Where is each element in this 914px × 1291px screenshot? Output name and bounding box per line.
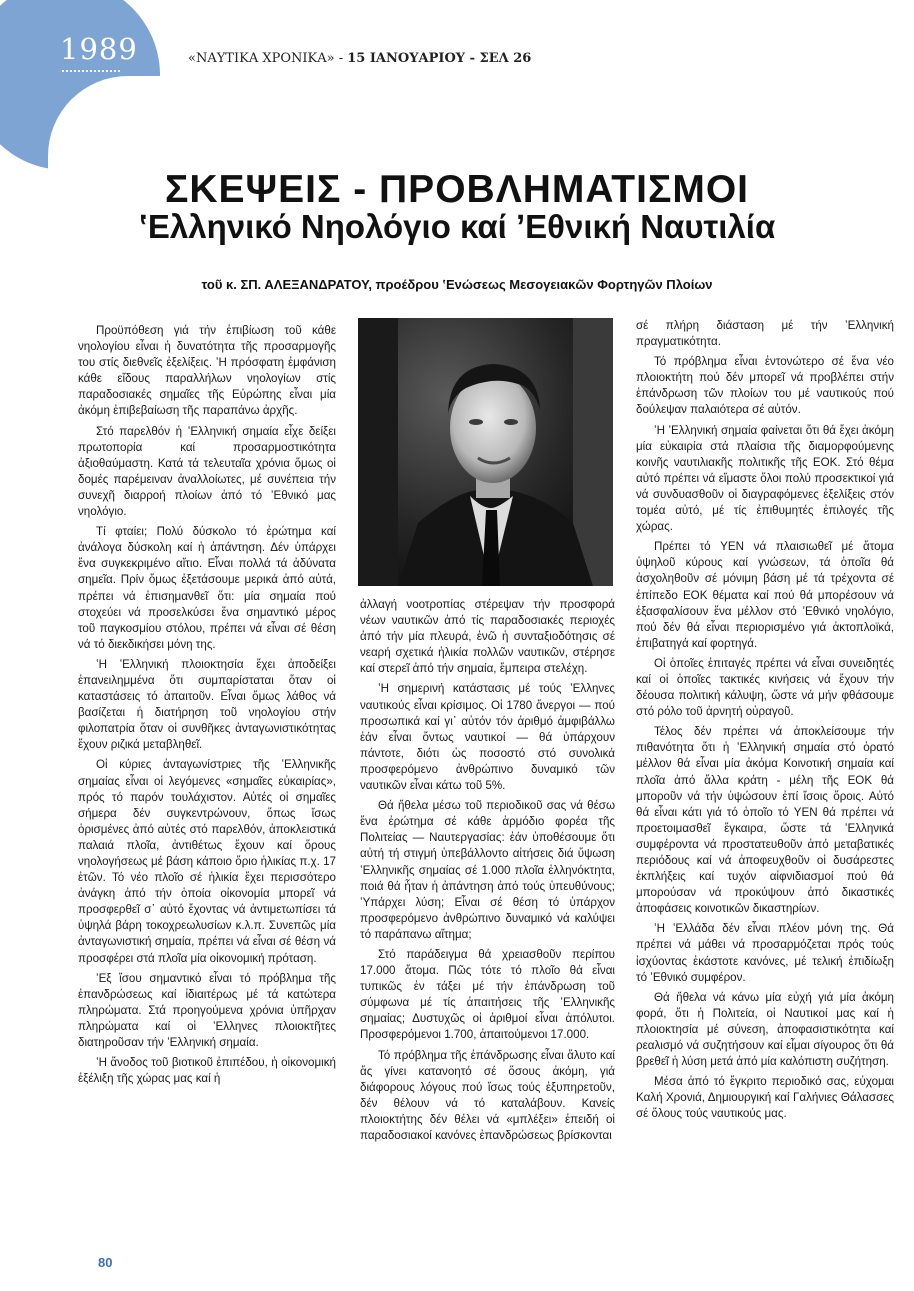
paragraph: Μέσα ἀπό τό ἔγκριτο περιοδικό σας, εὐχομαι Καλή Χρονιά, Δημιουργική καί Γαλήνιες Θάλασσες σέ ὅλους τούς ναυτικούς μας. (636, 1075, 894, 1121)
author-photo (358, 318, 613, 586)
paragraph: Στό παράδειγμα θά χρειασθοῦν περίπου 17.000 ἄτομα. Πῶς τότε τό πλοῖο θά εἶναι τυπικῶς ἐν τάξει μέ τήν ἐπάνδρωση τοῦ σύμφωνα μέ τίς ἀπαιτήσεις τῆς ʽΕλληνικῆς σημαίας; Δυστυχῶς οἱ ἀριθμοί εἶναι ἀπόλυτοι. Προσφερόμενοι 1.700, ἀπαιτούμενοι 17.000. (360, 947, 615, 1042)
article-byline: τοῦ κ. ΣΠ. ΑΛΕΞΑΝΔΡΑΤΟΥ, προέδρου ʽΕνώσεως Μεσογειακῶν Φορτηγῶν Πλοίων (201, 277, 713, 292)
year-dots (62, 70, 120, 72)
text-column-2 (360, 597, 615, 1148)
paragraph: Τί φταίει; Πολύ δύσκολο τό ἐρώτημα καί ἀνάλογα δύσκολη καί ἡ ἀπάντηση. Δέν ὑπάρχει ἕνα συγκεκριμένο αἴτιο. Εἶναι πολλά τά ἀδύνατα σημεῖα. Πρίν ὅμως ἐξετάσουμε μερικά ἀπό αὐτά, πρέπει νά ἐπισημανθεῖ ὅτι: μία σημαία πού στοχεύει νά προσελκύσει ἕνα σημαντικό μέρος τοῦ παγκοσμίου στόλου, πρέπει νά εἶναι σέ θέση νά τό διεκδικήσει μόνη της. (78, 525, 336, 651)
page-number: 80 (98, 1255, 113, 1270)
paragraph: Τό πρόβλημα εἶναι ἐντονώτερο σέ ἕνα νέο πλοιοκτήτη πού δέν μπορεῖ νά προβλέπει στήν ἐπάνδρωση τῶν πλοίων του μέ ναυτικούς πού δούλεψαν παλαιότερα σέ αὐτόν. (636, 355, 894, 417)
article-subtitle: ʽΕλληνικό Νηολόγιο καί ʼΕθνική Ναυτιλία (138, 208, 776, 245)
paragraph: ʽΗ ἄνοδος τοῦ βιοτικοῦ ἐπιπέδου, ἡ οἰκονομική ἐξέλιξη τῆς χώρας μας καί ἡ (78, 1056, 336, 1086)
paragraph: Θά ἤθελα μέσω τοῦ περιοδικοῦ σας νά θέσω ἕνα ἐρώτημα σέ κάθε ἁρμόδιο φορέα τῆς Πολιτείας — Ναυτεργασίας: ἐάν ὑποθέσουμε ὅτι αὐτή τή στιγμή ὑπεβάλλοντο αἰτήσεις διά ὕψωση ʽΕλληνικῆς σημαίας σέ 1.000 πλοῖα ἑλληνόκτητα, ποιά θά ἦταν ἡ ἀπάντηση ἀπό τούς ὑπευθύνους; ʽΥπάρχει λύση; Εἶναι σέ θέση τό ὑπάρχον προσφερόμενο ἀνθρώπινο δυναμικό νά καλύψει τό παράπανω αἴτημα; (360, 799, 615, 941)
portrait-illustration (358, 318, 613, 586)
paragraph: Πρέπει τό ΥΕΝ νά πλαισιωθεῖ μέ ἄτομα ὑψηλοῦ κύρους καί γνώσεων, τά ὁποῖα θά ἀσχοληθοῦν σέ μόνιμη βάση μέ τά τρέχοντα σέ ἐπίπεδο ΕΟΚ θέματα καί πού θά μπορέσουν νά ἐξασφαλίσουν ἕνα μέλλον στό ʼΕθνικό νηολόγιο, πού δέν θά εἶναι περιορισμένο γιά ἀκτοπλοϊκά, ἐπιβατηγά καί φορτηγά. (636, 540, 894, 650)
paragraph: Τό πρόβλημα τῆς ἐπάνδρωσης εἶναι ἄλυτο καί ἄς γίνει κατανοητό σέ ὅσους ἀκόμη, γιά διάφορους λόγους πού ἴσως τούς ἐξυπηρετοῦν, δέν θέλουν νά τό καταλάβουν. Κανείς πλοιοκτήτης δέν θέλει νά «μπλέξει» ἐπειδή οἱ παραδοσιακοί κανόνες ἐπανδρώσεως βρίσκονται (360, 1048, 615, 1142)
paragraph: Προϋπόθεση γιά τήν ἐπιβίωση τοῦ κάθε νηολογίου εἶναι ἡ δυνατότητα τῆς προσαρμογῆς του στίς διεθνεῖς ἐξελίξεις. ʽΗ πρόσφατη ἐμφάνιση κάθε εἴδους παραλλήλων νηολογίων στίς παραδοσιακές σημαῖες τῆς Εὐρώπης εἶναι μία ἀκόμη ἐπιβεβαίωση τῆς παραπάνω ἀρχῆς. (78, 324, 336, 418)
text-column-3 (636, 318, 894, 1127)
paragraph: Στό παρελθόν ἡ ʽΕλληνική σημαία εἶχε δείξει πρωτοπορία καί προσαρμοστικότητα ἀξιοθαύμαστη. Κατά τά τελευταῖα χρόνια ὅμως οἱ δομές παρέμειναν ἀναλλοίωτες, μέ συνέπεια τήν συνεχῆ διαρροή πλοίων ἀπό τό ʼΕθνικό μας νηολόγιο. (78, 424, 336, 519)
paragraph: Οἱ κύριες ἀνταγωνίστριες τῆς ʽΕλληνικῆς σημαίας εἶναι οἱ λεγόμενες «σημαῖες εὐκαιρίας», πρός τό παρόν τουλάχιστον. Αὐτές οἱ σημαῖες σήμερα δέν συγκεντρώνουν, ὅπως ἴσως ὁρισμένες ἀπό αὐτές στό παρελθόν, ἀποκλειστικά παλαιά πλοῖα, ἀντιθέτως ἔχουν καί ὅρους νηολογήσεως μέ βάση κάποιο ὅριο ἡλικίας π.χ. 17 ἐτῶν. Τό νέο πλοῖο σέ ἡλικία ἔχει περισσότερο ἀνάγκη ἀπό τήν ὁποία οἰκονομία μπορεῖ νά προσφερθεῖ σ᾽ αὐτό ἔχοντας νά ἀντιμετωπίσει τά ὑψηλά βάρη τοκοχρεωλυσίων κ.λ.π. Συνεπῶς μία ἀνταγωνιστική σημαία, πρέπει νά εἶναι σέ θέση νά προσφέρει στά πλοῖα μία οἰκονομική πρόταση. (78, 758, 336, 965)
paragraph: ʽΗ ʽΕλλάδα δέν εἶναι πλέον μόνη της. Θά πρέπει νά μάθει νά προσαρμόζεται πρός τούς ἰσχύοντας ἑκάστοτε κανόνες, μέ τελική ἐπιδίωξη τό ʼΕθνικό συμφέρον. (636, 922, 894, 984)
paragraph: Θά ἤθελα νά κάνω μία εὐχή γιά μία ἀκόμη φορά, ὅτι ἡ Πολιτεία, οἱ Ναυτικοί μας καί ἡ πλοιοκτησία μέ σύνεση, ἀποφασιστικότητα καί ρεαλισμό νά συζητήσουν καί εἶμαι σίγουρος ὅτι θά βρεθεῖ ἡ λύση μετά ἀπό μία καλόπιστη συζήτηση. (636, 990, 894, 1069)
running-header (188, 51, 531, 66)
article-title: ΣΚΕΨΕΙΣ - ΠΡΟΒΛΗΜΑΤΙΣΜΟΙ (164, 168, 750, 211)
publication-name: «ΝΑΥΤΙΚΑ ΧΡΟΝΙΚΑ» - (188, 51, 344, 66)
issue-date-page: 15 ΙΑΝΟΥΑΡΙΟΥ - ΣΕΛ 26 (347, 51, 532, 66)
paragraph: σέ πλήρη διάσταση μέ τήν ʽΕλληνική πραγματικότητα. (636, 319, 894, 349)
paragraph: Οἱ ὁποῖες ἐπιταγές πρέπει νά εἶναι συνειδητές καί οἱ ὁποῖες τακτικές κινήσεις νά ἔχουν τήν δέουσα πολιτική κάλυψη, ὥστε νά μήν φθάσουμε στό ρόλο τοῦ ἀρνητή οὐραγοῦ. (636, 656, 894, 719)
paragraph: ʽΗ ʽΕλληνική σημαία φαίνεται ὅτι θά ἔχει ἀκόμη μία εὐκαιρία στά πλαίσια τῆς διαμορφούμενης κοινῆς ναυτιλιακῆς πολιτικῆς τῆς ΕΟΚ. Στό θέμα αὐτό πρέπει νά εἴμαστε ὅλοι πολύ προσεκτικοί γιά νά συνδυασθοῦν οἱ διαγραφόμενες ἐξελίξεις στόν τομέα αὐτό, μέ τίς ἐπιθυμητές ἐπιλογές τῆς χώρας. (636, 423, 894, 534)
text-column-1 (78, 323, 336, 1091)
paragraph: ʽΗ ʽΕλληνική πλοιοκτησία ἔχει ἀποδείξει ἐπανειλημμένα ὅτι συμπαρίσταται ὅταν οἱ καταστάσεις τό ἀπαιτοῦν. Εἶναι ὅμως λάθος νά βασίζεται ἡ διατήρηση τοῦ νηολογίου στήν φιλοπατρία ὅταν οἱ συνθῆκες ἀνταγωνιστικότητας ἔχουν ριζικά μεταβληθεῖ. (78, 657, 336, 752)
paragraph: ʽΗ σημερινή κατάστασις μέ τούς ʼΕλληνες ναυτικούς εἶναι κρίσιμος. Οἱ 1780 ἄνεργοι — πού προσωπικά καί γι᾽ αὐτόν τόν ἀριθμό ἀμφιβάλλω ἐάν εἶναι ὄντως ναυτικοί — θά ὑπάρχουν πάντοτε, διότι ὡς ποσοστό στό συνολικά προσφερόμενο ἀνθρώπινο δυναμικό τῶν ναυτικῶν εἶναι κάτω τοῦ 5%. (360, 682, 615, 793)
paragraph: ʼΕξ ἴσου σημαντικό εἶναι τό πρόβλημα τῆς ἐπανδρώσεως καί ἰδιαιτέρως μέ τά κατώτερα πληρώματα. Στά προηγούμενα χρόνια ὑπῆρχαν πληρώματα καί οἱ ʼΕλληνες πλοιοκτῆτες διατηροῦσαν τήν ʽΕλληνική σημαία. (78, 971, 336, 1050)
paragraph: Τέλος δέν πρέπει νά ἀποκλείσουμε τήν πιθανότητα ὅτι ἡ ʽΕλληνική σημαία στό ὁρατό μέλλον θά εἶναι μία ἀκόμα Κοινοτική σημαία καί πλοῖα ἀπό ἄλλα κράτη - μέλη τῆς ΕΟΚ θά μποροῦν νά τήν ὑψώσουν ἐπί ἴσοις ὅροις. Αὐτό θά εἶναι κάτι γιά τό ὁποῖο τό ΥΕΝ θά πρέπει νά προετοιμασθεῖ ἔγκαιρα, ὥστε τά ʽΕλληνικά συμφέροντα νά προστατευθοῦν ἀπό μεταβατικές περιόδους καί νά ἀποφευχθοῦν οἱ δυσάρεστες ἐκπλήξεις καί τυχόν αἰφνιδιασμοί πού θά μπορούσαν νά προκύψουν ἀπό δικαστικές ἀποφάσεις κοινοτικῶν δικαστηρίων. (636, 725, 894, 916)
year-label: 1989 (60, 32, 138, 66)
paragraph: ἀλλαγή νοοτροπίας στέρεψαν τήν προσφορά νέων ναυτικῶν ἀπό τίς παραδοσιακές περιοχές ἀπό τήν μία πλευρά, ἐνῶ ἡ συνταξιοδότησις σέ νεαρή σχετικά ἡλικία πολλῶν ναυτικῶν, στέρησε καί στερεῖ ἀπό τήν σημαία, ἔμπειρα στελέχη. (360, 598, 615, 676)
